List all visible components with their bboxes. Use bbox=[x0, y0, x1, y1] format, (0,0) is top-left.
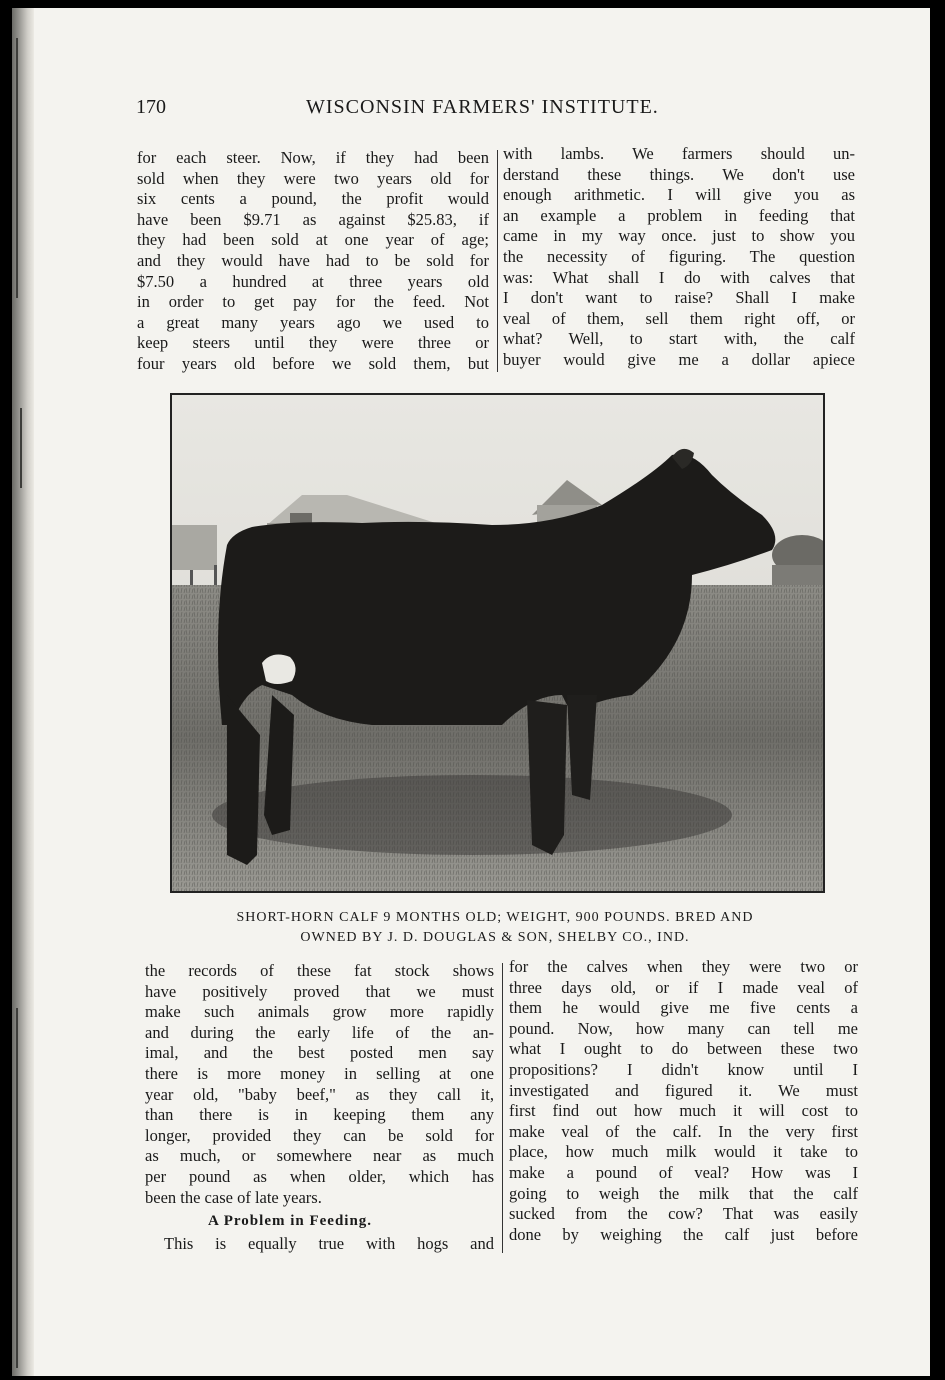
top-left-column bbox=[137, 148, 489, 375]
text-line: year old, "baby beef," as they call it, bbox=[145, 1084, 494, 1104]
text-line: place, how much milk would it take to bbox=[509, 1142, 858, 1162]
text-line: make such animals grow more rapidly bbox=[145, 1002, 494, 1022]
text-line: with lambs. We farmers should un- bbox=[503, 144, 855, 163]
text-line: done by weighing the calf just before bbox=[509, 1224, 858, 1244]
text-line: I don't want to raise? Shall I make bbox=[503, 288, 855, 308]
text-line: in order to get pay for the feed. Not bbox=[137, 292, 489, 312]
text-line: keep steers until they were three or bbox=[137, 333, 489, 353]
text-line: the records of these fat stock shows bbox=[145, 961, 494, 980]
column-rule bbox=[502, 963, 503, 1253]
text-line: longer, provided they can be sold for bbox=[145, 1125, 494, 1145]
text-line: first find out how much it will cost to bbox=[509, 1101, 858, 1121]
text-line: $7.50 a hundred at three years old bbox=[137, 271, 489, 291]
text-line: was: What shall I do with calves that bbox=[503, 267, 855, 287]
text-line: going to weigh the milk that the calf bbox=[509, 1183, 858, 1203]
text-line: a great many years ago we used to bbox=[137, 312, 489, 332]
text-line: enough arithmetic. I will give you as bbox=[503, 185, 855, 205]
text-line: veal of them, sell them right off, or bbox=[503, 308, 855, 328]
text-line: for the calves when they were two or bbox=[509, 957, 858, 976]
photo-caption-line-2: OWNED BY J. D. DOUGLAS & SON, SHELBY CO., IND. bbox=[300, 930, 690, 945]
text-line: them he would give me five cents a bbox=[509, 998, 858, 1018]
page-header bbox=[136, 96, 856, 124]
text-line: investigated and figured it. We must bbox=[509, 1080, 858, 1100]
text-line: have positively proved that we must bbox=[145, 981, 494, 1001]
text-line: buyer would give me a dollar apiece bbox=[503, 349, 855, 369]
text-line: the necessity of figuring. The question bbox=[503, 246, 855, 266]
text-line: imal, and the best posted men say bbox=[145, 1043, 494, 1063]
text-line: make a pound of veal? How was I bbox=[509, 1162, 858, 1182]
section-subheading: A Problem in Feeding. bbox=[208, 1213, 373, 1229]
text-line: came in my way once. just to show you bbox=[503, 226, 855, 246]
top-right-column bbox=[503, 144, 855, 371]
bottom-left-after-heading bbox=[164, 1234, 494, 1255]
text-line: derstand these things. We don't use bbox=[503, 164, 855, 184]
column-rule bbox=[497, 150, 498, 372]
text-line: This is equally true with hogs and bbox=[164, 1234, 494, 1253]
text-line: have been $9.71 as against $25.83, if bbox=[137, 209, 489, 229]
text-line: what? Well, to start with, the calf bbox=[503, 329, 855, 349]
text-line: three days old, or if I made veal of bbox=[509, 977, 858, 997]
text-line: pound. Now, how many can tell me bbox=[509, 1018, 858, 1038]
text-line: and they would have had to be sold for bbox=[137, 250, 489, 270]
text-line: than there is in keeping them any bbox=[145, 1105, 494, 1125]
text-line: as much, or somewhere near as much bbox=[145, 1146, 494, 1166]
text-line: sucked from the cow? That was easily bbox=[509, 1204, 858, 1224]
running-title: WISCONSIN FARMERS' INSTITUTE. bbox=[306, 96, 659, 118]
bottom-left-column bbox=[145, 961, 494, 1208]
text-line: per pound as when older, which has bbox=[145, 1166, 494, 1186]
text-line: for each steer. Now, if they had been bbox=[137, 148, 489, 167]
text-line: sold when they were two years old for bbox=[137, 168, 489, 188]
text-line: make veal of the calf. In the very first bbox=[509, 1121, 858, 1141]
bottom-right-column bbox=[509, 957, 858, 1245]
text-line: propositions? I didn't know until I bbox=[509, 1059, 858, 1079]
text-line: they had been sold at one year of age; bbox=[137, 230, 489, 250]
photo-caption-line-1: SHORT-HORN CALF 9 MONTHS OLD; WEIGHT, 900 POUNDS. BRED AND bbox=[236, 910, 754, 925]
text-line: an example a problem in feeding that bbox=[503, 205, 855, 225]
text-line: been the case of late years. bbox=[145, 1187, 322, 1207]
text-line: six cents a pound, the profit would bbox=[137, 189, 489, 209]
text-line: four years old before we sold them, but bbox=[137, 353, 489, 373]
text-line: what I ought to do between these two bbox=[509, 1039, 858, 1059]
calf-photograph bbox=[170, 393, 825, 893]
book-spine bbox=[12, 8, 34, 1376]
page-number: 170 bbox=[136, 96, 166, 118]
text-line: there is more money in selling at one bbox=[145, 1063, 494, 1083]
text-line: and during the early life of the an- bbox=[145, 1022, 494, 1042]
